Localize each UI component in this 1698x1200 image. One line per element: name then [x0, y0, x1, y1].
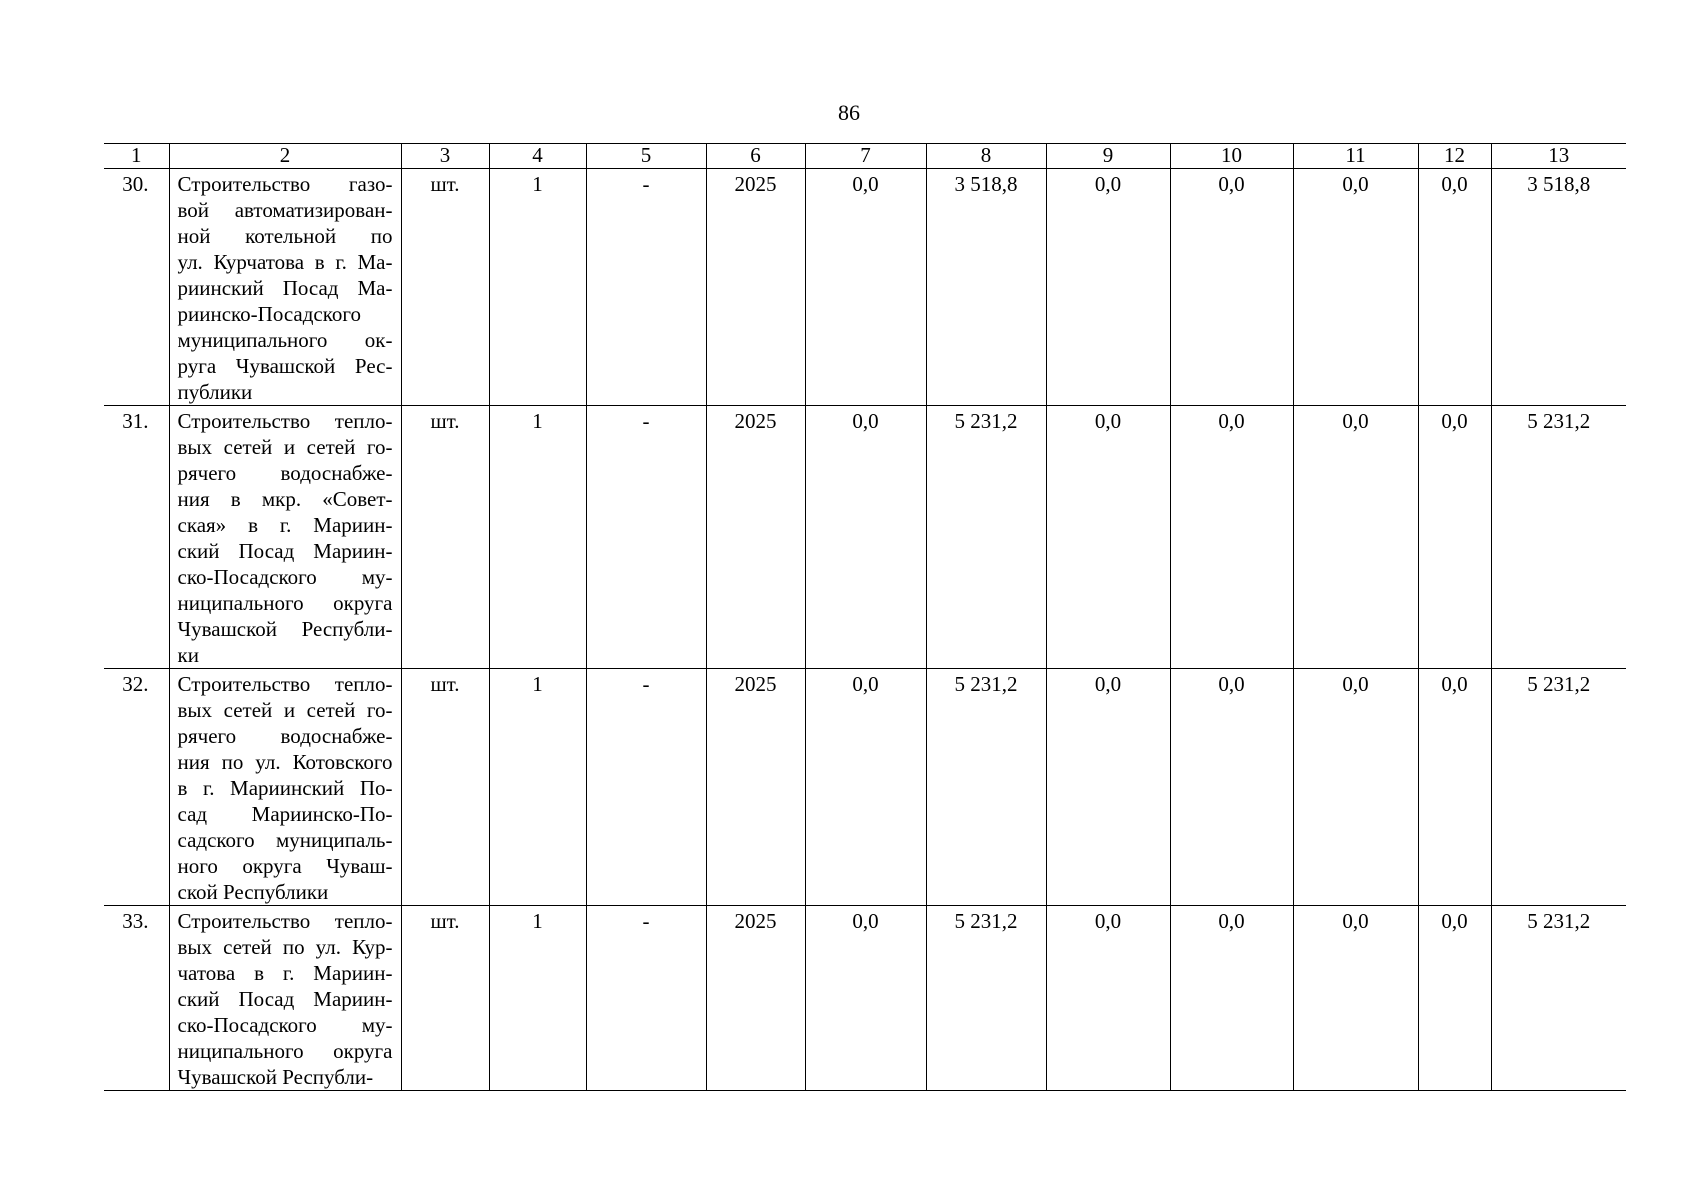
value-cell: 0,0: [1046, 906, 1170, 1091]
object-name-cell: [169, 906, 401, 1091]
year-cell: 2025: [706, 169, 805, 406]
value-cell: 0,0: [1046, 669, 1170, 906]
object-name-line: Строительство газо-: [177, 172, 393, 196]
total-cell: 5 231,2: [1491, 669, 1626, 906]
budget-table: [104, 143, 1626, 1091]
object-name-line: Чувашской Республи-: [177, 1065, 374, 1089]
column-header: 12: [1418, 144, 1491, 169]
value-cell: 0,0: [1046, 406, 1170, 669]
table-row: [104, 169, 1626, 406]
column-header: 11: [1293, 144, 1418, 169]
unit-cell: шт.: [401, 669, 489, 906]
object-name-line: ки: [177, 643, 199, 667]
object-name-line: рячего водоснабже-: [177, 724, 393, 748]
value-cell: 0,0: [805, 406, 926, 669]
object-name-line: ско-Посадского му-: [177, 1013, 393, 1037]
year-cell: 2025: [706, 669, 805, 906]
value-cell: 0,0: [1170, 906, 1293, 1091]
value-cell: 3 518,8: [926, 169, 1046, 406]
value-cell: 0,0: [805, 906, 926, 1091]
column-header: 1: [104, 144, 169, 169]
object-name-cell: [169, 169, 401, 406]
object-name-line: ниципального округа: [177, 1039, 393, 1063]
table-row: [104, 406, 1626, 669]
value-cell: 0,0: [1046, 169, 1170, 406]
object-name-line: Строительство тепло-: [177, 409, 393, 433]
object-name-line: чатова в г. Мариин-: [177, 961, 393, 985]
object-name-line: сад Мариинско-По-: [177, 802, 393, 826]
object-name-line: ул. Курчатова в г. Ма-: [177, 250, 393, 274]
value-cell: 5 231,2: [926, 906, 1046, 1091]
object-name-line: ния по ул. Котовского: [177, 750, 393, 774]
object-name-line: ской Республики: [177, 880, 329, 904]
object-name-line: в г. Мариинский По-: [177, 776, 393, 800]
object-name-line: ниципального округа: [177, 591, 393, 615]
column-header: 8: [926, 144, 1046, 169]
unit-cell: шт.: [401, 406, 489, 669]
object-name-cell: [169, 406, 401, 669]
object-name-line: муниципального ок-: [177, 328, 393, 352]
unit-cell: шт.: [401, 906, 489, 1091]
col5-cell: -: [586, 669, 706, 906]
object-name-line: риинский Посад Ма-: [177, 276, 393, 300]
object-name-line: ско-Посадского му-: [177, 565, 393, 589]
value-cell: 5 231,2: [926, 669, 1046, 906]
object-name-cell: [169, 669, 401, 906]
value-cell: 0,0: [1293, 406, 1418, 669]
col5-cell: -: [586, 406, 706, 669]
object-name-line: вых сетей и сетей го-: [177, 698, 393, 722]
total-cell: 3 518,8: [1491, 169, 1626, 406]
column-header: 10: [1170, 144, 1293, 169]
unit-cell: шт.: [401, 169, 489, 406]
total-cell: 5 231,2: [1491, 406, 1626, 669]
row-number-cell: 31.: [104, 406, 169, 669]
column-header: 3: [401, 144, 489, 169]
value-cell: 5 231,2: [926, 406, 1046, 669]
value-cell: 0,0: [1170, 406, 1293, 669]
object-name-line: вых сетей по ул. Кур-: [177, 935, 393, 959]
object-name-line: риинско-Посадского: [177, 302, 361, 326]
object-name-line: вых сетей и сетей го-: [177, 435, 393, 459]
row-number-cell: 33.: [104, 906, 169, 1091]
value-cell: 0,0: [1170, 169, 1293, 406]
object-name-line: Чувашской Республи-: [177, 617, 393, 641]
object-name-line: садского муниципаль-: [177, 828, 393, 852]
value-cell: 0,0: [805, 169, 926, 406]
object-name-line: ский Посад Мариин-: [177, 539, 393, 563]
object-name-line: Строительство тепло-: [177, 672, 393, 696]
value-cell: 0,0: [1418, 406, 1491, 669]
quantity-cell: 1: [489, 406, 586, 669]
quantity-cell: 1: [489, 906, 586, 1091]
value-cell: 0,0: [1293, 906, 1418, 1091]
quantity-cell: 1: [489, 169, 586, 406]
value-cell: 0,0: [1293, 669, 1418, 906]
object-name-line: ной котельной по: [177, 224, 393, 248]
table-row: [104, 906, 1626, 1091]
year-cell: 2025: [706, 406, 805, 669]
column-number-row: [104, 144, 1626, 169]
object-name-line: ния в мкр. «Совет-: [177, 487, 393, 511]
object-name-line: ного округа Чуваш-: [177, 854, 393, 878]
page-number: 86: [838, 100, 860, 125]
object-name-line: рячего водоснабже-: [177, 461, 393, 485]
value-cell: 0,0: [1170, 669, 1293, 906]
column-header: 13: [1491, 144, 1626, 169]
row-number-cell: 32.: [104, 669, 169, 906]
object-name-line: вой автоматизирован-: [177, 198, 393, 222]
object-name-line: руга Чувашской Рес-: [177, 354, 393, 378]
column-header: 4: [489, 144, 586, 169]
value-cell: 0,0: [1293, 169, 1418, 406]
column-header: 9: [1046, 144, 1170, 169]
object-name-line: Строительство тепло-: [177, 909, 393, 933]
object-name-line: публики: [177, 380, 253, 404]
table-row: [104, 669, 1626, 906]
column-header: 6: [706, 144, 805, 169]
object-name-line: ский Посад Мариин-: [177, 987, 393, 1011]
row-number-cell: 30.: [104, 169, 169, 406]
total-cell: 5 231,2: [1491, 906, 1626, 1091]
col5-cell: -: [586, 906, 706, 1091]
value-cell: 0,0: [1418, 669, 1491, 906]
object-name-line: ская» в г. Мариин-: [177, 513, 393, 537]
value-cell: 0,0: [805, 669, 926, 906]
year-cell: 2025: [706, 906, 805, 1091]
col5-cell: -: [586, 169, 706, 406]
column-header: 5: [586, 144, 706, 169]
value-cell: 0,0: [1418, 169, 1491, 406]
quantity-cell: 1: [489, 669, 586, 906]
column-header: 2: [169, 144, 401, 169]
value-cell: 0,0: [1418, 906, 1491, 1091]
column-header: 7: [805, 144, 926, 169]
